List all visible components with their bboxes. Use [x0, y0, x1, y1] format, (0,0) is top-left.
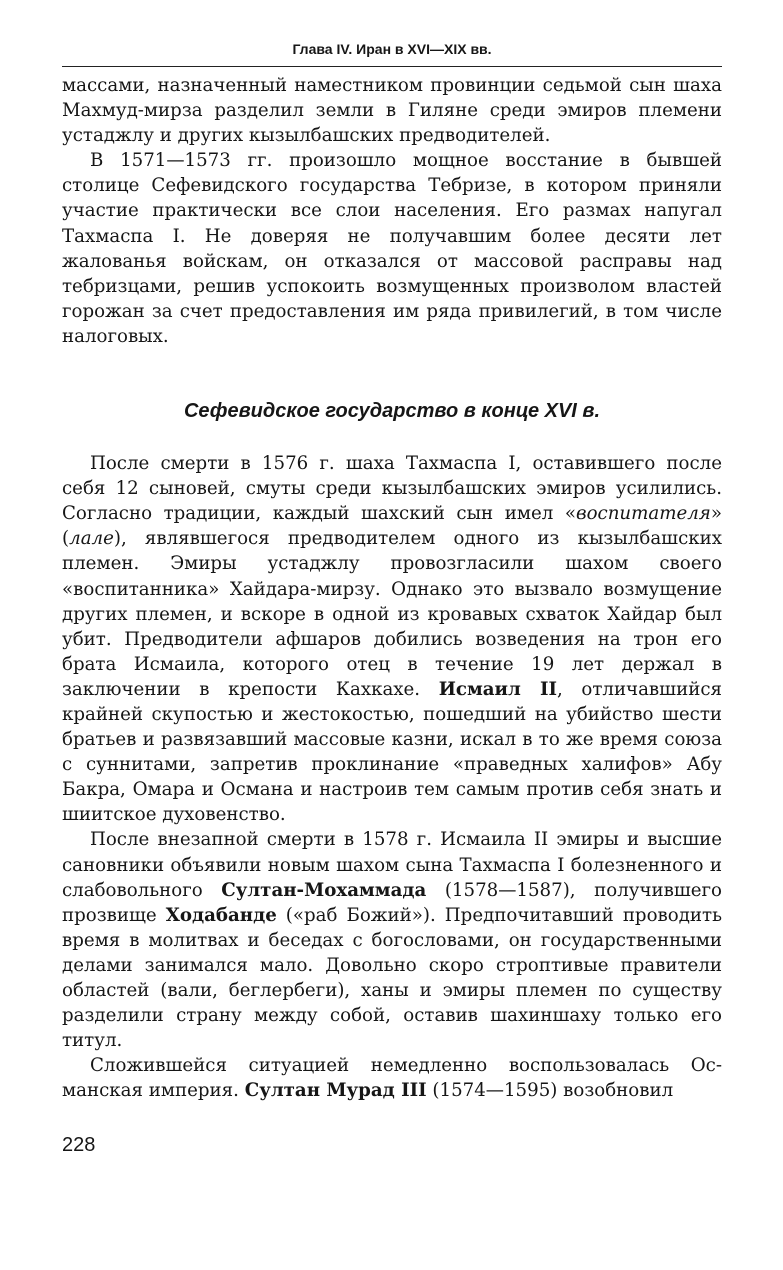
paragraph: [62, 1053, 722, 1103]
text-run: , отличавшийся крайней скупостью и жестокостью, пошедший на убийство шести братьев и развязавший массовые казни, искал в то же время союза с суннитами, запретив проклинание «праведных халифов» Абу Бакра, Омара и Османа и настроив тем самым против себя знать и шиитское духовенство.: [62, 678, 722, 826]
text-block-top: [62, 73, 722, 349]
text-run: » (: [62, 503, 722, 550]
paragraph: [62, 827, 722, 1053]
text-run: (1578—1587), получившего прозвище: [62, 879, 722, 926]
text-block-section: [62, 451, 722, 1103]
text-run: ), являвшегося предводителем одного из кызылбашских племен. Эмиры устаджлу провозгласили шахом своего «воспитанника» Хайдара-мирзу. Однако это вызвало возмущение других племен, и вскоре в одной из кровавых схваток Хайдар был убит. Предводители афшаров добились возведения на трон его брата Исмаила, которого отец в течение 19 лет держал в заключении в крепости Кахкахе.: [62, 528, 722, 700]
section-heading: Сефевидское государство в конце XVI в.: [183, 400, 601, 423]
paragraph: [62, 148, 722, 349]
book-page: [62, 38, 722, 1103]
text-run: В 1571—1573 гг. произошло мощное восстание в бывшей столице Сефевидского государства Тебризе, в котором приняли участие практически все слои населения. Его размах напугал Тахмаспа I. Не доверяя не получавшим более десяти лет жалованья войскам, он отказался от массовой расправы над тебризцами, решив успокоить возмущенных произволом властей горожан за счет предоставления им ряда привилегий, в том числе налоговых.: [62, 150, 722, 347]
bold-term: Султан-Мохаммада: [221, 879, 427, 901]
paragraph: [62, 73, 722, 148]
paragraph: [62, 451, 722, 827]
bold-term: Исмаил II: [438, 678, 557, 700]
page-number: 228: [62, 1134, 96, 1156]
text-run: (1574—1595) возобновил: [426, 1080, 674, 1102]
text-run: Сложившейся ситуацией немедленно воспользовалась Османская империя.: [62, 1055, 722, 1102]
text-run: массами, назначенный наместником провинции седьмой сын шаха Махмуд-мирза разделил земли в Гиляне среди эмиров племени устаджлу и других кызылбашских предводителей.: [62, 75, 722, 147]
italic-term: лале: [69, 528, 114, 550]
italic-term: воспитателя: [575, 503, 711, 525]
running-header: Глава IV. Иран в XVI—XIX вв.: [62, 38, 722, 67]
bold-term: Ходабанде: [165, 904, 277, 926]
text-run: После смерти в 1576 г. шаха Тахмаспа I, оставившего после себя 12 сыновей, смуты среди кызылбашских эмиров усилились. Согласно традиции, каждый шахский сын имел «: [62, 453, 722, 525]
text-run: («раб Божий»). Предпочитавший проводить время в молитвах и беседах с богословами, он государственными делами занимался мало. Довольно скоро строптивые правители областей (вали, беглербеги), ханы и эмиры племен по существу разделили страну между собой, оставив шахиншаху только его титул.: [62, 904, 723, 1052]
bold-term: Султан Мурад III: [244, 1080, 427, 1102]
text-run: После внезапной смерти в 1578 г. Исмаила II эмиры и высшие сановники объявили новым шахом сына Тахмаспа I болезненного и слабовольного: [62, 829, 722, 901]
